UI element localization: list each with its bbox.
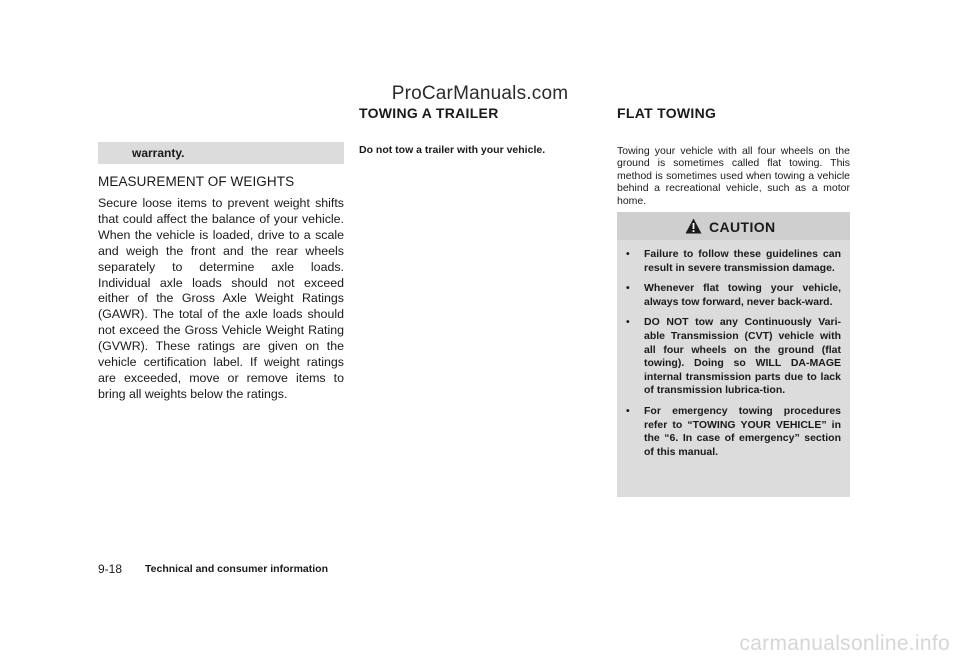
section-title: Technical and consumer information [145, 563, 329, 575]
watermark-top: ProCarManuals.com [391, 83, 569, 104]
measurement-body: Secure loose items to prevent weight shifts that could affect the balance of your vehicle. When the vehicle is loaded, drive to a scale and weigh the front and the rear wheels separately to determine axle loads. Individual axle loads should not exceed either of the Gross Axle Weight Ratings (GAWR). The total of the axle loads should not exceed the Gross Vehicle Weight Rating (GVWR). These ratings are given on the vehicle certification label. If weight ratings are exceeded, move or remove items to bring all weights below the ratings. [98, 196, 344, 401]
caution-item-text: Whenever flat towing your vehicle, always tow forward, never back-ward. [644, 282, 841, 308]
bullet-icon: • [626, 248, 630, 260]
bullet-icon: • [626, 316, 630, 329]
caution-list [617, 248, 850, 466]
caution-item [617, 405, 850, 459]
caution-item [617, 282, 850, 309]
warning-triangle-icon [685, 218, 702, 234]
caution-panel [617, 212, 850, 497]
towing-trailer-heading: TOWING A TRAILER [359, 105, 499, 121]
bullet-icon: • [626, 282, 630, 295]
caution-item-text: For emergency towing procedures refer to “TOWING YOUR VEHICLE” in the “6. In case of emergency” section of this manual. [644, 404, 841, 458]
watermark-bottom: carmanualsonline.info [739, 632, 950, 655]
caution-item-text: DO NOT tow any Continuously Vari-able Transmission (CVT) vehicle with all four wheels on the ground (flat towing). Doing so WILL DA-MAGE internal transmission parts due to lack of transmission lubrica-tion. [644, 316, 841, 397]
caution-item [617, 316, 850, 398]
caution-header-bar [617, 212, 850, 240]
caution-item-text: Failure to follow these guidelines can result in severe transmission damage. [644, 248, 841, 274]
flat-towing-heading: FLAT TOWING [617, 105, 717, 121]
page-number: 9-18 [98, 562, 123, 576]
caution-title: CAUTION [709, 219, 776, 235]
towing-trailer-body: Do not tow a trailer with your vehicle. [359, 144, 546, 156]
caution-item [617, 248, 850, 275]
flat-towing-body: Towing your vehicle with all four wheels on the ground is sometimes called flat towing. This method is sometimes used when towing a vehicle behind a recreational vehicle, such as a motor home. [617, 145, 850, 207]
warranty-text: warranty. [132, 146, 185, 160]
bullet-icon: • [626, 404, 630, 417]
measurement-heading: MEASUREMENT OF WEIGHTS [98, 174, 295, 189]
